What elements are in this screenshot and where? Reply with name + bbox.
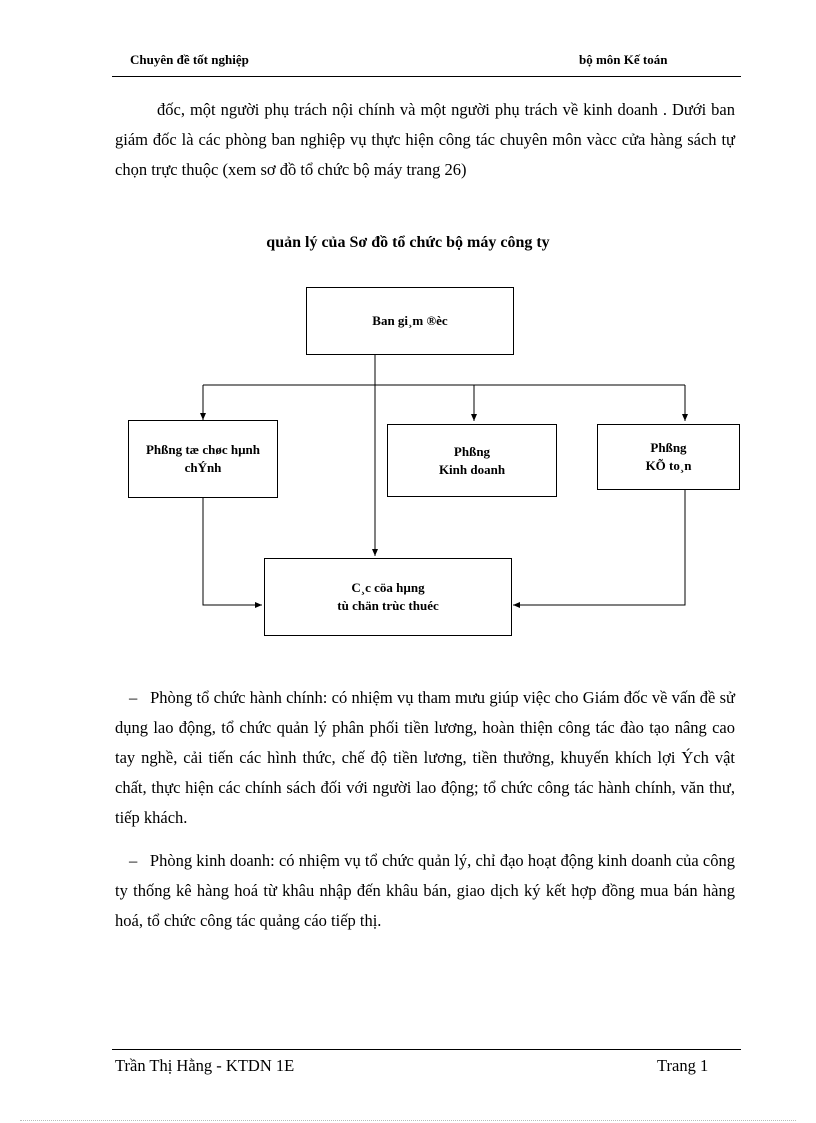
accounting-dept-label-1: Phßng (650, 440, 687, 455)
stores-label-2: tù chän trùc thuéc (337, 598, 439, 613)
admin-dept-label-2: chÝnh (184, 460, 222, 475)
bullet-admin-text: Phòng tổ chức hành chính: có nhiệm vụ tham mưu giúp việc cho Giám đốc về vấn đề sử dụng lao động, tổ chức quản lý phân phối tiền lương, hoàn thiện công tác đào tạo nâng cao tay nghề, cải tiến các hình thức, chế độ tiền lương, tiền thưởng, khuyến khích lợi Ých vật chất, thực hiện các chính sách đối với người lao động; tổ chức công tác hành chính, văn thư, tiếp khách. (115, 688, 735, 827)
stores-label-1: C¸c cöa hµng (351, 580, 425, 595)
arrow-accounting-to-stores (513, 490, 685, 605)
bullet-dash: – (129, 688, 138, 707)
intro-paragraph (115, 95, 735, 185)
stores-box (264, 558, 512, 636)
footer-left: Trần Thị Hằng - KTDN 1E (115, 1056, 295, 1075)
accounting-dept-box (597, 424, 740, 490)
header-right: bộ môn Kế toán (579, 52, 668, 67)
footer-rule (112, 1049, 741, 1050)
header-rule (112, 76, 741, 77)
bullet-business-dept (115, 846, 735, 936)
bullet-admin-dept (115, 683, 735, 833)
page-edge (20, 1120, 796, 1121)
director-box (306, 287, 514, 355)
arrow-admin-to-stores (203, 497, 262, 605)
diagram-title: quản lý của Sơ đồ tổ chức bộ máy công ty (266, 234, 550, 251)
admin-dept-label-1: Phßng tæ chøc hµnh (145, 442, 261, 457)
header-left: Chuyên đề tốt nghiệp (130, 52, 249, 67)
admin-dept-box (128, 420, 278, 498)
business-dept-label-2: Kinh doanh (438, 461, 506, 477)
bullet-business-text: Phòng kinh doanh: có nhiệm vụ tổ chức quản lý, chỉ đạo hoạt động kinh doanh của công ty thống kê hàng hoá từ khâu nhập đến khâu bán, giao dịch ký kết hợp đồng mua bán hàng hoá, tổ chức công tác quảng cáo tiếp thị. (115, 851, 736, 930)
business-dept-box (387, 424, 557, 497)
footer-right: Trang 1 (657, 1056, 709, 1075)
director-label: Ban gi¸m ®èc (372, 313, 448, 328)
accounting-dept-label-2: KÕ to¸n (645, 458, 692, 473)
bullet-dash: – (129, 851, 138, 870)
intro-text: đốc, một người phụ trách nội chính và một người phụ trách về kinh doanh . Dưới ban giám đốc là các phòng ban nghiệp vụ thực hiện công tác chuyên môn vàcc cửa hàng sách tự chọn trực thuộc (xem sơ đồ tổ chức bộ máy trang 26) (115, 100, 735, 179)
business-dept-label-1: Phßng (453, 443, 491, 459)
